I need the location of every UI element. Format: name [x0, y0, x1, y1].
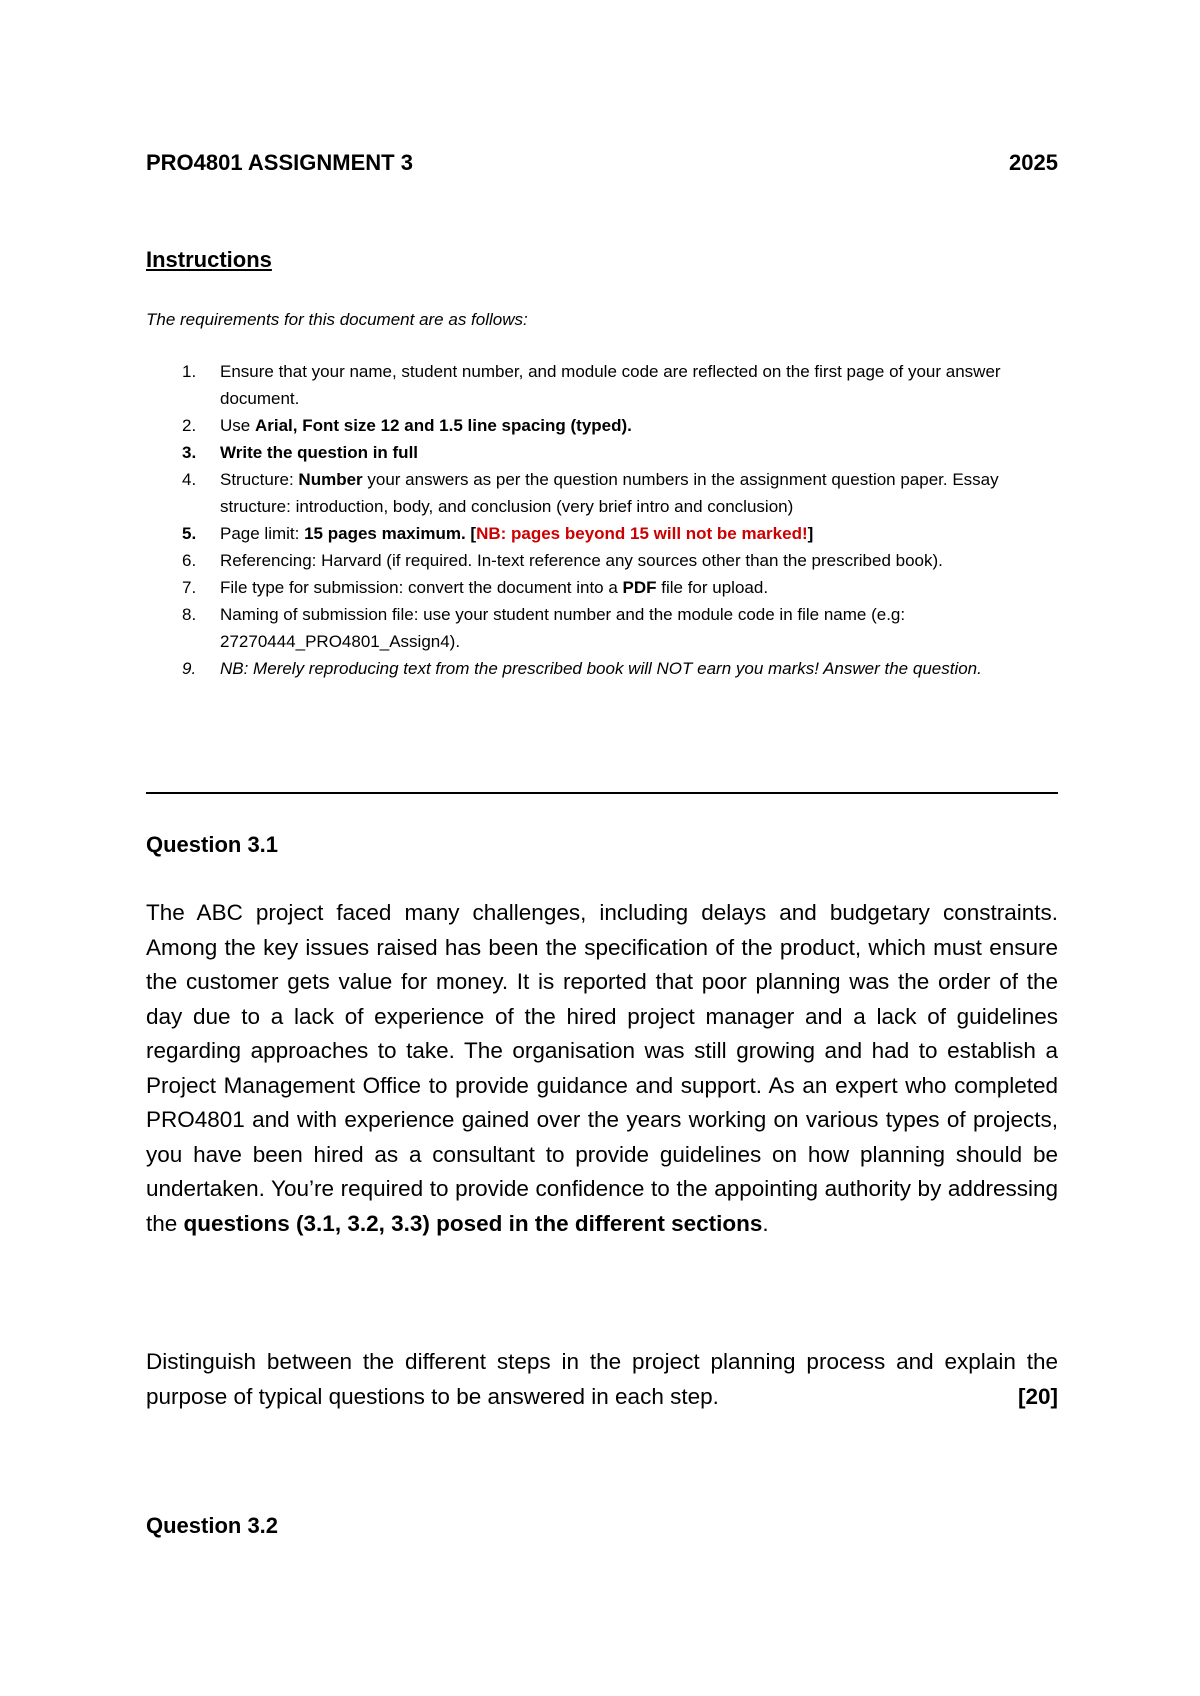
- question-3-1-heading: Question 3.1: [146, 832, 279, 857]
- question-3-1-scenario: The ABC project faced many challenges, including delays and budgetary constraints. Among the key issues raised has been the specification of the product, which must ensure the customer gets value for money. It is reported that poor planning was the order of the day due to a lack of experience of the hired project manager and a lack of guidelines regarding approaches to take. The organisation was still growing and had to establish a Project Management Office to provide guidance and support. As an expert who completed PRO4801 and with experience gained over the years working on various types of projects, you have been hired as a consultant to provide guidelines on how planning should be undertaken. You’re required to provide confidence to the appointing authority by addressing the questions (3.1, 3.2, 3.3) posed in the different sections.: [146, 900, 1058, 1236]
- document-header: [146, 150, 1058, 176]
- list-item: 4. Structure: Number your answers as per the question numbers in the assignment question paper. Essay structure: introduction, body, and conclusion (very brief intro and conclusion): [182, 470, 999, 516]
- list-item: 8. Naming of submission file: use your student number and the module code in file name (e.g: 27270444_PRO4801_Assign4).: [182, 605, 906, 651]
- list-item: 7. File type for submission: convert the document into a PDF file for upload.: [182, 578, 769, 597]
- list-item: 9. NB: Merely reproducing text from the prescribed book will NOT earn you marks! Answer the question.: [182, 659, 982, 678]
- list-item: 2. Use Arial, Font size 12 and 1.5 line spacing (typed).: [182, 416, 632, 435]
- list-item: 5. Page limit: 15 pages maximum. [NB: pages beyond 15 will not be marked!]: [182, 524, 814, 543]
- warning-text: NB: pages beyond 15 will not be marked!: [476, 524, 808, 543]
- list-item: 6. Referencing: Harvard (if required. In-text reference any sources other than the prescribed book).: [182, 551, 943, 570]
- assignment-year: 2025: [1009, 150, 1058, 175]
- question-marks: [20]: [1017, 1383, 1058, 1409]
- question-3-2-heading: Question 3.2: [146, 1513, 279, 1538]
- instructions-intro: The requirements for this document are as follows:: [146, 310, 528, 329]
- list-item: 3. Write the question in full: [182, 443, 419, 462]
- list-item: 1. Ensure that your name, student number, and module code are reflected on the first page of your answer document.: [182, 362, 1001, 408]
- section-divider: [146, 792, 1058, 794]
- instructions-heading: Instructions: [146, 247, 272, 272]
- question-3-1-task: Distinguish between the different steps in the project planning process and explain the purpose of typical questions to be answered in each step. [20]: [146, 1345, 1058, 1414]
- requirements-list: [146, 358, 1058, 682]
- assignment-title: PRO4801 ASSIGNMENT 3: [146, 150, 413, 175]
